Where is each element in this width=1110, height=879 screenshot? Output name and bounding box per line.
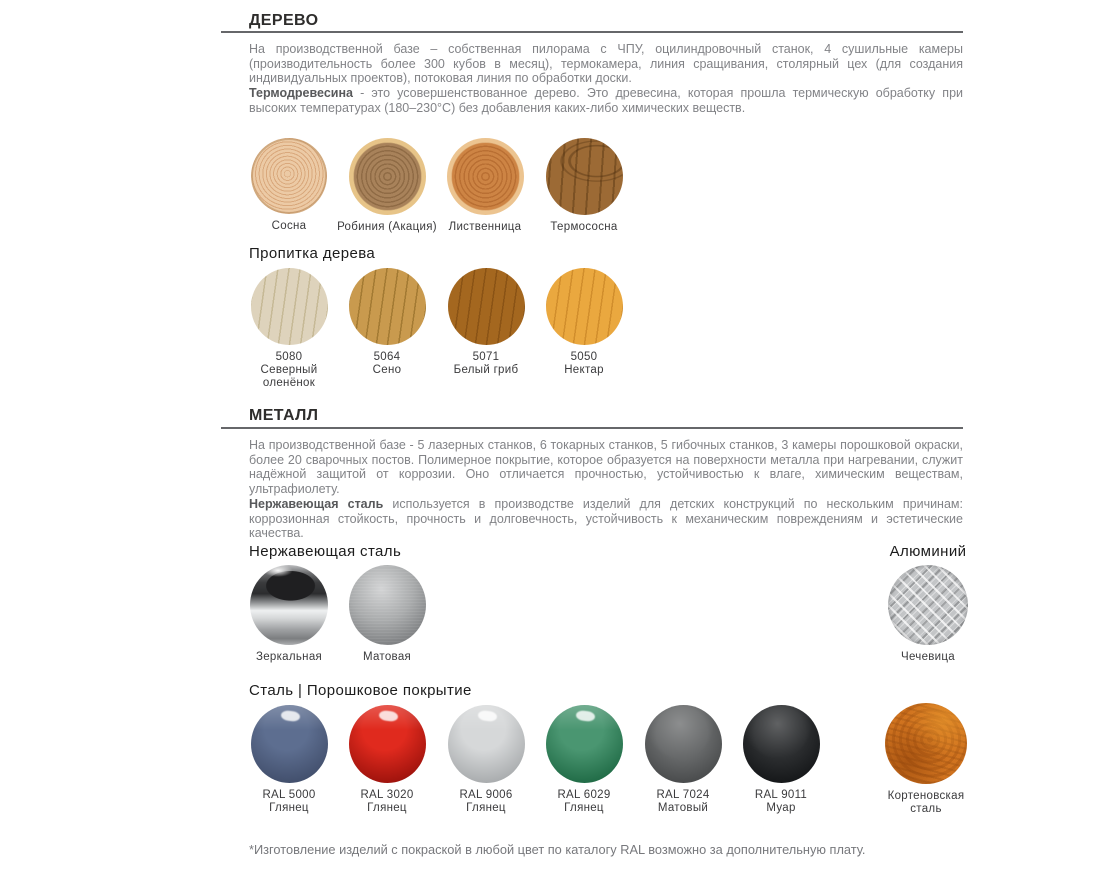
stain-swatch-5080 [244, 268, 334, 389]
ral6029-sphere-image [546, 705, 623, 783]
wood-swatch-thermopine [514, 138, 654, 234]
powder-swatch-ral9006 [436, 705, 536, 815]
powder-swatch-ral3020 [337, 705, 437, 815]
powder-title: Сталь | Порошковое покрытие [249, 682, 472, 699]
stain-5050-name: Нектар [564, 363, 604, 376]
stain-5064-image [349, 268, 426, 345]
pine-label: Сосна [271, 220, 307, 232]
metal-section-title: МЕТАЛЛ [249, 407, 319, 424]
larch-swatch-image [447, 138, 524, 215]
ral9011-code: RAL 9011 [754, 789, 808, 801]
aluminum-swatch-lentil [863, 565, 993, 664]
stainless-rest: используется в производстве изделий для детских конструкций по нескольким причинам: коррозионная стойкость, прочность и долговечность, устойчивость к механическим повреждениям и эстетические качества. [249, 496, 963, 541]
wood-section-title: ДЕРЕВО [249, 12, 319, 29]
powder-swatch-ral9011 [731, 705, 831, 815]
stain-5071-code: 5071 [472, 351, 500, 363]
stain-5064-code: 5064 [373, 351, 401, 363]
ral9006-finish: Глянец [466, 801, 506, 814]
powder-swatch-ral6029 [534, 705, 634, 815]
robinia-swatch-image [349, 138, 426, 215]
metal-section-text [249, 438, 963, 541]
stain-5080-name: Северный оленёнок [260, 363, 318, 389]
stain-5071-name: Белый гриб [453, 363, 519, 376]
ral3020-sphere-image [349, 705, 426, 783]
corten-swatch [873, 703, 979, 816]
matte-steel-image [349, 565, 426, 645]
ral7024-finish: Матовый [657, 801, 709, 814]
stain-5050-image [546, 268, 623, 345]
stain-5080-code: 5080 [275, 351, 303, 363]
ral9011-finish: Муар [766, 801, 796, 814]
powder-swatch-ral5000 [239, 705, 339, 815]
metal-section-rule [221, 427, 963, 429]
thermowood-rest: - это усовершенствованное дерево. Это древесина, которая прошла термическую обработку при высоких температурах (180–230°С) без добавления каких-либо химических веществ. [249, 86, 963, 115]
wood-intro-paragraph [249, 42, 963, 86]
corten-steel-label: Кортеновская сталь [887, 790, 965, 815]
wood-section-text [249, 42, 963, 116]
thermopine-swatch-image [546, 138, 623, 215]
metal-intro-paragraph [249, 438, 963, 497]
mirror-steel-image [250, 565, 328, 645]
impregnation-title: Пропитка дерева [249, 245, 376, 262]
ral9006-code: RAL 9006 [459, 789, 513, 801]
stainless-swatch-matte [322, 565, 452, 664]
thermopine-label: Термососна [550, 221, 618, 233]
ral-footnote: *Изготовление изделий с покраской в любой цвет по каталогу RAL возможно за дополнительную плату. [249, 842, 866, 857]
ral5000-code: RAL 5000 [262, 789, 316, 801]
ral5000-finish: Глянец [269, 801, 309, 814]
stain-swatch-5064 [342, 268, 432, 377]
stainless-paragraph [249, 497, 963, 541]
ral6029-code: RAL 6029 [557, 789, 611, 801]
stain-swatch-5050 [539, 268, 629, 377]
stainless-lead: Нержавеющая сталь [249, 496, 384, 511]
powder-swatch-ral7024 [633, 705, 733, 815]
stain-5050-code: 5050 [570, 351, 598, 363]
stainless-title: Нержавеющая сталь [249, 543, 402, 560]
pine-swatch-image [251, 138, 327, 214]
ral5000-sphere-image [251, 705, 328, 783]
mirror-steel-label: Зеркальная [255, 651, 323, 663]
stain-swatch-5071 [441, 268, 531, 377]
ral7024-sphere-image [645, 705, 722, 783]
aluminum-title: Алюминий [889, 543, 967, 560]
lentil-plate-label: Чечевица [901, 651, 955, 663]
wood-section-rule [221, 31, 963, 33]
stain-5080-image [251, 268, 328, 345]
lentil-plate-image [888, 565, 968, 645]
ral6029-finish: Глянец [564, 801, 604, 814]
stain-5064-name: Сено [372, 363, 402, 376]
robinia-label: Робиния (Акация) [337, 221, 437, 233]
ral3020-code: RAL 3020 [360, 789, 414, 801]
matte-steel-label: Матовая [362, 651, 412, 663]
larch-label: Лиственница [448, 221, 522, 233]
metal-intro-text: На производственной базе - 5 лазерных станков, 6 токарных станков, 5 гибочных станков, 3 камеры порошковой окраски, более 20 сварочных постов. Полимерное покрытие, которое образуется на поверхности металла при нагревании, служит надёжной защитой от коррозии. Оно отличается прочностью, устойчивостью к влаге, химическим веществам, ультрафиолету. [249, 438, 963, 497]
thermowood-lead: Термодревесина [249, 86, 353, 101]
ral9011-sphere-image [743, 705, 820, 783]
wood-intro-text: На производственной базе – собственная пилорама с ЧПУ, оцилиндровочный станок, 4 сушильные камеры (производительность более 300 кубов в месяц), термокамера, линия сращивания, столярный цех (для создания индивидуальных проектов), потоковая линия по обработки доски. [249, 42, 963, 86]
corten-steel-image [885, 703, 967, 784]
ral9006-sphere-image [448, 705, 525, 783]
stain-5071-image [448, 268, 525, 345]
thermowood-paragraph [249, 86, 963, 115]
ral3020-finish: Глянец [367, 801, 407, 814]
ral7024-code: RAL 7024 [656, 789, 710, 801]
